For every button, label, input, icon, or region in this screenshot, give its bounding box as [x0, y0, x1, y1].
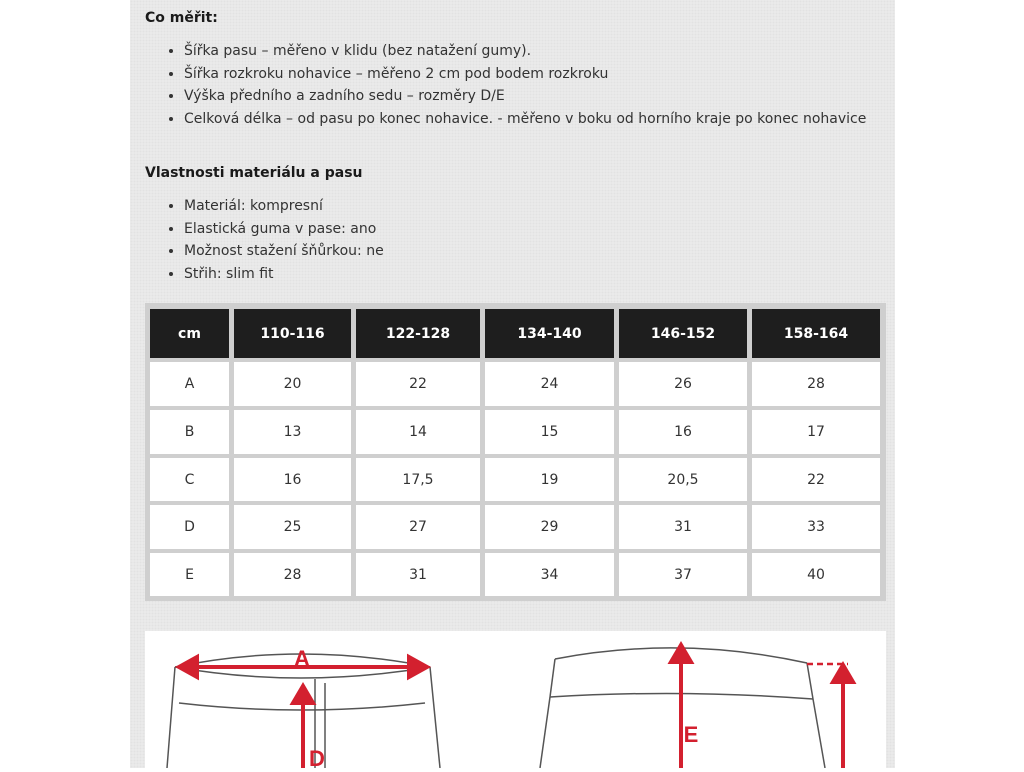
- table-header-cell: 158-164: [752, 309, 880, 358]
- measure-heading: Co měřit:: [145, 10, 218, 26]
- list-item: • Celková délka – od pasu po konec nohavice. - měřeno v boku od horního kraje po konec nohavice: [184, 108, 884, 131]
- table-cell: 22: [356, 362, 480, 406]
- table-cell: 15: [485, 410, 614, 454]
- table-header-cell: 146-152: [619, 309, 747, 358]
- table-cell: 17: [752, 410, 880, 454]
- measurement-diagram: [145, 631, 886, 768]
- label-a: A: [294, 646, 310, 671]
- table-cell: 33: [752, 505, 880, 549]
- list-item: • Šířka pasu – měřeno v klidu (bez natažení gumy).: [184, 40, 884, 63]
- table-cell: 28: [234, 553, 351, 596]
- table-header-cell: 134-140: [485, 309, 614, 358]
- material-heading: Vlastnosti materiálu a pasu: [145, 165, 363, 181]
- arrow-e: [671, 645, 691, 768]
- table-cell: 24: [485, 362, 614, 406]
- table-cell: 31: [356, 553, 480, 596]
- material-list: [145, 195, 884, 285]
- table-cell: 25: [234, 505, 351, 549]
- arrow-total-length: [807, 664, 853, 768]
- table-cell: 27: [356, 505, 480, 549]
- table-header-cell: 110-116: [234, 309, 351, 358]
- size-table: [145, 303, 886, 601]
- label-d: D: [309, 746, 325, 768]
- list-item: • Výška předního a zadního sedu – rozměry D/E: [184, 85, 884, 108]
- list-item: • Střih: slim fit: [184, 263, 884, 286]
- label-e: E: [683, 722, 699, 747]
- list-item: • Šířka rozkroku nohavice – měřeno 2 cm pod bodem rozkroku: [184, 63, 884, 86]
- table-row-label: D: [150, 505, 229, 549]
- measure-list: [145, 40, 884, 130]
- table-cell: 40: [752, 553, 880, 596]
- table-cell: 17,5: [356, 458, 480, 501]
- table-header-cell: cm: [150, 309, 229, 358]
- table-header-cell: 122-128: [356, 309, 480, 358]
- table-row-label: A: [150, 362, 229, 406]
- table-cell: 20,5: [619, 458, 747, 501]
- list-item: • Elastická guma v pase: ano: [184, 218, 884, 241]
- list-item: • Možnost stažení šňůrkou: ne: [184, 240, 884, 263]
- table-cell: 14: [356, 410, 480, 454]
- table-row-label: E: [150, 553, 229, 596]
- table-cell: 22: [752, 458, 880, 501]
- table-cell: 26: [619, 362, 747, 406]
- table-cell: 19: [485, 458, 614, 501]
- table-cell: 34: [485, 553, 614, 596]
- table-row-label: C: [150, 458, 229, 501]
- table-cell: 20: [234, 362, 351, 406]
- table-cell: 16: [234, 458, 351, 501]
- table-cell: 37: [619, 553, 747, 596]
- table-cell: 28: [752, 362, 880, 406]
- table-row-label: B: [150, 410, 229, 454]
- table-cell: 29: [485, 505, 614, 549]
- table-cell: 16: [619, 410, 747, 454]
- pants-diagram: [145, 631, 886, 768]
- list-item: • Materiál: kompresní: [184, 195, 884, 218]
- table-cell: 13: [234, 410, 351, 454]
- table-cell: 31: [619, 505, 747, 549]
